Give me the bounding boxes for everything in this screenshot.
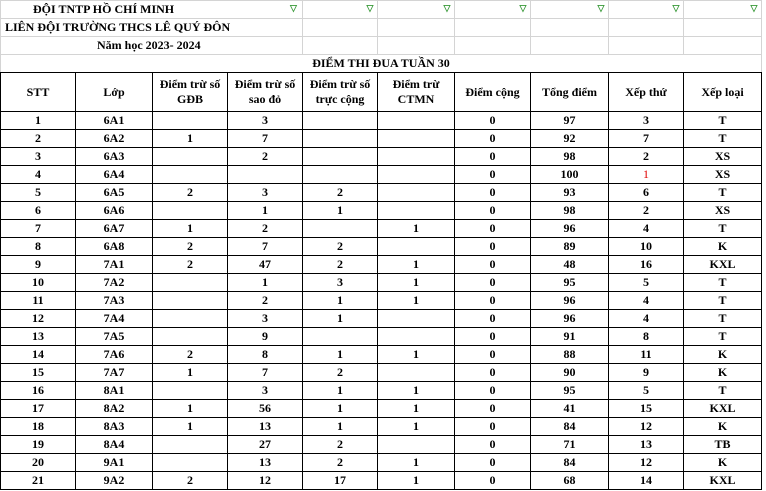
table-row — [1, 418, 762, 436]
column-header[interactable] — [455, 73, 531, 112]
table-row — [1, 472, 762, 490]
table-cell[interactable]: 2 — [303, 364, 378, 382]
filter-dropdown-icon[interactable]: ▽ — [290, 3, 297, 13]
filter-cell[interactable] — [609, 1, 684, 19]
table-cell[interactable]: T — [684, 184, 762, 202]
table-cell[interactable]: 8A4 — [76, 436, 153, 454]
table-cell[interactable]: 11 — [609, 346, 684, 364]
table-cell[interactable]: 95 — [531, 274, 609, 292]
table-cell[interactable]: 1 — [378, 454, 455, 472]
table-cell[interactable]: 1 — [378, 274, 455, 292]
table-cell[interactable]: 3 — [1, 148, 76, 166]
table-cell[interactable]: 9 — [609, 364, 684, 382]
table-cell[interactable]: 15 — [609, 400, 684, 418]
table-cell[interactable]: T — [684, 112, 762, 130]
table-cell[interactable]: 8A1 — [76, 382, 153, 400]
cell[interactable] — [531, 37, 609, 55]
table-cell[interactable]: 5 — [609, 382, 684, 400]
table-cell[interactable]: 96 — [531, 292, 609, 310]
cell[interactable] — [455, 37, 531, 55]
column-header[interactable] — [684, 73, 762, 112]
table-cell[interactable]: TB — [684, 436, 762, 454]
table-cell[interactable] — [303, 220, 378, 238]
table-cell[interactable]: 0 — [455, 148, 531, 166]
table-cell[interactable]: KXL — [684, 472, 762, 490]
table-cell[interactable]: 1 — [378, 292, 455, 310]
table-cell[interactable] — [378, 166, 455, 184]
cell[interactable] — [609, 19, 684, 37]
table-cell[interactable]: 97 — [531, 112, 609, 130]
table-cell[interactable]: 5 — [609, 274, 684, 292]
table-cell[interactable]: 1 — [609, 166, 684, 184]
table-cell[interactable]: 21 — [1, 472, 76, 490]
column-header-label: Xếp loại — [701, 84, 744, 99]
cell[interactable] — [684, 19, 762, 37]
table-cell[interactable]: 0 — [455, 328, 531, 346]
header-year-text: Năm học 2023- 2024 — [97, 38, 201, 52]
table-cell[interactable]: 16 — [1, 382, 76, 400]
table-cell[interactable]: 4 — [609, 292, 684, 310]
table-cell[interactable] — [228, 166, 303, 184]
table-cell[interactable]: 1 — [153, 364, 228, 382]
table-cell[interactable]: 0 — [455, 436, 531, 454]
table-cell[interactable]: 7A4 — [76, 310, 153, 328]
table-cell[interactable] — [378, 130, 455, 148]
table-cell[interactable] — [378, 112, 455, 130]
cell[interactable] — [303, 37, 378, 55]
table-cell[interactable]: T — [684, 292, 762, 310]
table-cell[interactable]: 2 — [153, 238, 228, 256]
table-cell[interactable]: 0 — [455, 454, 531, 472]
table-cell[interactable] — [303, 112, 378, 130]
table-row — [1, 436, 762, 454]
table-cell[interactable]: 7A1 — [76, 256, 153, 274]
table-title[interactable] — [1, 55, 762, 73]
table-cell[interactable]: 0 — [455, 310, 531, 328]
table-cell[interactable] — [303, 148, 378, 166]
table-cell[interactable]: 11 — [1, 292, 76, 310]
table-cell[interactable]: XS — [684, 202, 762, 220]
table-cell[interactable]: 84 — [531, 454, 609, 472]
table-cell[interactable]: 1 — [303, 400, 378, 418]
table-cell[interactable]: 1 — [303, 202, 378, 220]
table-cell[interactable]: 3 — [228, 382, 303, 400]
table-cell[interactable] — [153, 454, 228, 472]
cell[interactable] — [609, 37, 684, 55]
column-header-label: Điểm cộng — [465, 84, 520, 99]
filter-dropdown-icon[interactable]: ▽ — [597, 3, 605, 13]
table-cell[interactable]: T — [684, 220, 762, 238]
table-cell[interactable]: 7 — [609, 130, 684, 148]
table-cell[interactable]: T — [684, 382, 762, 400]
table-cell[interactable]: 6A8 — [76, 238, 153, 256]
table-cell[interactable]: 12 — [1, 310, 76, 328]
table-cell[interactable]: 0 — [455, 184, 531, 202]
table-cell[interactable] — [153, 148, 228, 166]
table-cell[interactable]: 0 — [455, 202, 531, 220]
table-row — [1, 112, 762, 130]
filter-dropdown-icon[interactable]: ▽ — [443, 3, 451, 13]
table-cell[interactable]: 0 — [455, 292, 531, 310]
table-cell[interactable]: 18 — [1, 418, 76, 436]
table-cell[interactable]: K — [684, 364, 762, 382]
header-year[interactable] — [1, 37, 303, 55]
column-header-label: STT — [26, 84, 50, 99]
table-row — [1, 184, 762, 202]
table-cell[interactable]: 1 — [378, 382, 455, 400]
table-row — [1, 130, 762, 148]
table-row — [1, 310, 762, 328]
table-cell[interactable]: 19 — [1, 436, 76, 454]
filter-dropdown-icon[interactable]: ▽ — [750, 3, 758, 13]
table-cell[interactable]: 13 — [1, 328, 76, 346]
table-cell[interactable] — [378, 364, 455, 382]
table-cell[interactable]: 7 — [228, 130, 303, 148]
table-cell[interactable] — [378, 310, 455, 328]
table-cell[interactable]: 1 — [153, 220, 228, 238]
table-cell[interactable]: T — [684, 274, 762, 292]
table-cell[interactable]: K — [684, 454, 762, 472]
header-org-text: ĐỘI TNTP HỒ CHÍ MINH — [33, 2, 175, 16]
table-cell[interactable] — [153, 202, 228, 220]
column-header[interactable] — [378, 73, 455, 112]
table-cell[interactable]: 14 — [1, 346, 76, 364]
table-cell[interactable]: 6A1 — [76, 112, 153, 130]
table-row — [1, 346, 762, 364]
table-cell[interactable]: 1 — [303, 346, 378, 364]
table-cell[interactable]: 16 — [609, 256, 684, 274]
table-cell[interactable]: 90 — [531, 364, 609, 382]
table-cell[interactable]: 13 — [228, 454, 303, 472]
header-school-text: LIÊN ĐỘI TRƯỜNG THCS LÊ QUÝ ĐÔN — [5, 20, 231, 34]
table-cell[interactable]: 12 — [228, 472, 303, 490]
table-cell[interactable]: 8 — [228, 346, 303, 364]
table-cell[interactable]: 0 — [455, 238, 531, 256]
table-cell[interactable]: 1 — [153, 418, 228, 436]
table-cell[interactable]: 4 — [1, 166, 76, 184]
column-header-row — [1, 73, 762, 112]
table-cell[interactable]: 3 — [228, 184, 303, 202]
table-cell[interactable]: 6A5 — [76, 184, 153, 202]
table-cell[interactable]: 7A6 — [76, 346, 153, 364]
table-row — [1, 382, 762, 400]
table-cell[interactable] — [153, 310, 228, 328]
table-cell[interactable]: 4 — [609, 310, 684, 328]
table-cell[interactable]: 1 — [378, 400, 455, 418]
table-cell[interactable]: 47 — [228, 256, 303, 274]
table-cell[interactable]: 1 — [378, 472, 455, 490]
table-cell[interactable]: T — [684, 310, 762, 328]
table-cell[interactable]: 10 — [1, 274, 76, 292]
table-cell[interactable]: 1 — [303, 292, 378, 310]
filter-cell[interactable] — [455, 1, 531, 19]
table-cell[interactable]: 56 — [228, 400, 303, 418]
table-cell[interactable]: 2 — [609, 202, 684, 220]
table-cell[interactable]: 7 — [228, 238, 303, 256]
table-cell[interactable]: 84 — [531, 418, 609, 436]
table-cell[interactable] — [153, 382, 228, 400]
table-cell[interactable]: 12 — [609, 418, 684, 436]
table-cell[interactable]: 1 — [228, 274, 303, 292]
table-cell[interactable]: 0 — [455, 382, 531, 400]
table-cell[interactable]: 27 — [228, 436, 303, 454]
table-cell[interactable]: 1 — [303, 382, 378, 400]
table-cell[interactable]: 13 — [609, 436, 684, 454]
table-cell[interactable]: 95 — [531, 382, 609, 400]
column-header[interactable] — [303, 73, 378, 112]
table-cell[interactable]: XS — [684, 166, 762, 184]
table-cell[interactable]: 1 — [303, 418, 378, 436]
table-cell[interactable] — [378, 148, 455, 166]
table-cell[interactable]: 92 — [531, 130, 609, 148]
column-header[interactable] — [153, 73, 228, 112]
table-cell[interactable]: K — [684, 238, 762, 256]
table-row — [1, 220, 762, 238]
table-cell[interactable]: 20 — [1, 454, 76, 472]
table-cell[interactable]: 0 — [455, 274, 531, 292]
table-title-text: ĐIỂM THI ĐUA TUẦN 30 — [312, 56, 450, 70]
table-cell[interactable]: 2 — [303, 238, 378, 256]
table-cell[interactable] — [378, 184, 455, 202]
table-cell[interactable] — [153, 166, 228, 184]
table-cell[interactable]: 3 — [609, 112, 684, 130]
table-cell[interactable]: 96 — [531, 220, 609, 238]
table-cell[interactable]: 8 — [1, 238, 76, 256]
table-cell[interactable]: 1 — [153, 130, 228, 148]
column-header-label: Lớp — [103, 84, 125, 99]
table-cell[interactable]: 2 — [303, 184, 378, 202]
table-cell[interactable]: 68 — [531, 472, 609, 490]
table-cell[interactable]: 1 — [378, 256, 455, 274]
table-cell[interactable]: 7A3 — [76, 292, 153, 310]
table-cell[interactable]: 7A2 — [76, 274, 153, 292]
table-cell[interactable]: 0 — [455, 166, 531, 184]
table-cell[interactable]: 4 — [609, 220, 684, 238]
table-cell[interactable]: 0 — [455, 130, 531, 148]
column-header[interactable] — [531, 73, 609, 112]
table-cell[interactable]: 2 — [228, 220, 303, 238]
table-cell[interactable]: 100 — [531, 166, 609, 184]
table-row — [1, 256, 762, 274]
table-cell[interactable]: 17 — [1, 400, 76, 418]
column-header-label: Điểm trừ CTMN — [392, 77, 440, 106]
table-row — [1, 400, 762, 418]
table-cell[interactable]: 0 — [455, 472, 531, 490]
table-cell[interactable]: T — [684, 328, 762, 346]
table-cell[interactable]: 8A2 — [76, 400, 153, 418]
table-cell[interactable]: 1 — [1, 112, 76, 130]
table-cell[interactable]: 6A7 — [76, 220, 153, 238]
table-cell[interactable]: 6A3 — [76, 148, 153, 166]
table-row — [1, 238, 762, 256]
cell[interactable] — [455, 19, 531, 37]
header-school[interactable] — [1, 19, 303, 37]
table-cell[interactable]: 6 — [609, 184, 684, 202]
table-cell[interactable]: 2 — [303, 256, 378, 274]
table-cell[interactable]: 2 — [153, 184, 228, 202]
filter-dropdown-icon[interactable]: ▽ — [519, 3, 527, 13]
table-cell[interactable]: 2 — [153, 346, 228, 364]
table-cell[interactable]: 9 — [1, 256, 76, 274]
table-cell[interactable]: KXL — [684, 400, 762, 418]
table-cell[interactable] — [378, 436, 455, 454]
filter-dropdown-icon[interactable]: ▽ — [672, 3, 680, 13]
table-row — [1, 202, 762, 220]
table-cell[interactable] — [303, 166, 378, 184]
table-cell[interactable]: 7 — [228, 364, 303, 382]
table-cell[interactable]: 2 — [228, 148, 303, 166]
table-cell[interactable]: XS — [684, 148, 762, 166]
column-header-label: Điểm trừ số GĐB — [159, 77, 221, 106]
table-row — [1, 328, 762, 346]
column-header-label: Tổng điểm — [541, 84, 597, 99]
table-cell[interactable]: 93 — [531, 184, 609, 202]
table-cell[interactable]: 96 — [531, 310, 609, 328]
table-row — [1, 166, 762, 184]
table-cell[interactable]: 1 — [378, 418, 455, 436]
table-cell[interactable]: 2 — [228, 292, 303, 310]
table-row — [1, 274, 762, 292]
table-cell[interactable]: 3 — [303, 274, 378, 292]
table-cell[interactable]: 48 — [531, 256, 609, 274]
table-cell[interactable]: 6A6 — [76, 202, 153, 220]
table-cell[interactable]: 88 — [531, 346, 609, 364]
cell[interactable] — [378, 37, 455, 55]
table-cell[interactable]: 1 — [228, 202, 303, 220]
table-cell[interactable]: KXL — [684, 256, 762, 274]
table-cell[interactable] — [378, 202, 455, 220]
table-cell[interactable]: 0 — [455, 400, 531, 418]
table-cell[interactable] — [153, 436, 228, 454]
table-cell[interactable]: 13 — [228, 418, 303, 436]
table-cell[interactable]: 0 — [455, 418, 531, 436]
filter-cell[interactable] — [531, 1, 609, 19]
table-cell[interactable] — [378, 328, 455, 346]
table-cell[interactable]: 41 — [531, 400, 609, 418]
table-cell[interactable] — [303, 328, 378, 346]
table-cell[interactable]: 10 — [609, 238, 684, 256]
column-header-label: Xếp thứ — [625, 84, 667, 99]
table-cell[interactable]: 71 — [531, 436, 609, 454]
table-cell[interactable]: 7A5 — [76, 328, 153, 346]
table-cell[interactable]: 2 — [153, 472, 228, 490]
table-cell[interactable]: 98 — [531, 202, 609, 220]
cell[interactable] — [531, 19, 609, 37]
table-cell[interactable]: 6A2 — [76, 130, 153, 148]
table-cell[interactable]: K — [684, 418, 762, 436]
table-cell[interactable]: 2 — [303, 454, 378, 472]
table-cell[interactable]: 8 — [609, 328, 684, 346]
filter-cell[interactable] — [684, 1, 762, 19]
filter-cell[interactable] — [378, 1, 455, 19]
cell[interactable] — [303, 19, 378, 37]
table-cell[interactable]: 7 — [1, 220, 76, 238]
table-cell[interactable]: 8A3 — [76, 418, 153, 436]
column-header[interactable] — [1, 73, 76, 112]
table-cell[interactable] — [378, 238, 455, 256]
filter-dropdown-icon[interactable]: ▽ — [366, 3, 374, 13]
table-cell[interactable]: 2 — [153, 256, 228, 274]
table-cell[interactable]: 0 — [455, 346, 531, 364]
cell[interactable] — [684, 37, 762, 55]
table-cell[interactable]: 12 — [609, 454, 684, 472]
table-cell[interactable]: 15 — [1, 364, 76, 382]
table-cell[interactable]: 6A4 — [76, 166, 153, 184]
table-row — [1, 292, 762, 310]
table-row — [1, 148, 762, 166]
column-header[interactable] — [228, 73, 303, 112]
table-cell[interactable]: 14 — [609, 472, 684, 490]
table-cell[interactable]: 89 — [531, 238, 609, 256]
table-cell[interactable]: 1 — [303, 310, 378, 328]
table-cell[interactable]: 98 — [531, 148, 609, 166]
table-cell[interactable]: K — [684, 346, 762, 364]
column-header[interactable] — [609, 73, 684, 112]
table-cell[interactable]: T — [684, 130, 762, 148]
table-cell[interactable]: 3 — [228, 112, 303, 130]
column-header[interactable] — [76, 73, 153, 112]
table-cell[interactable]: 17 — [303, 472, 378, 490]
table-cell[interactable]: 0 — [455, 364, 531, 382]
table-cell[interactable]: 0 — [455, 112, 531, 130]
table-cell[interactable] — [153, 274, 228, 292]
table-row — [1, 454, 762, 472]
table-cell[interactable]: 0 — [455, 256, 531, 274]
table-cell[interactable]: 9A2 — [76, 472, 153, 490]
table-cell[interactable]: 9A1 — [76, 454, 153, 472]
table-cell[interactable] — [153, 292, 228, 310]
filter-cell[interactable] — [303, 1, 378, 19]
column-header-label: Điểm trừ số trực cộng — [309, 77, 371, 106]
cell[interactable] — [378, 19, 455, 37]
table-cell[interactable] — [153, 112, 228, 130]
column-header-label: Điểm trừ số sao đỏ — [234, 77, 296, 106]
table-cell[interactable]: 1 — [378, 220, 455, 238]
table-cell[interactable] — [153, 328, 228, 346]
table-cell[interactable]: 91 — [531, 328, 609, 346]
table-cell[interactable]: 2 — [609, 148, 684, 166]
table-cell[interactable]: 1 — [153, 400, 228, 418]
table-row — [1, 364, 762, 382]
table-cell[interactable]: 5 — [1, 184, 76, 202]
table-cell[interactable]: 9 — [228, 328, 303, 346]
table-cell[interactable] — [303, 130, 378, 148]
table-cell[interactable]: 0 — [455, 220, 531, 238]
table-cell[interactable]: 2 — [1, 130, 76, 148]
table-cell[interactable]: 6 — [1, 202, 76, 220]
header-org[interactable] — [1, 1, 303, 19]
table-cell[interactable]: 3 — [228, 310, 303, 328]
table-cell[interactable]: 1 — [378, 346, 455, 364]
table-cell[interactable]: 7A7 — [76, 364, 153, 382]
table-cell[interactable]: 2 — [303, 436, 378, 454]
